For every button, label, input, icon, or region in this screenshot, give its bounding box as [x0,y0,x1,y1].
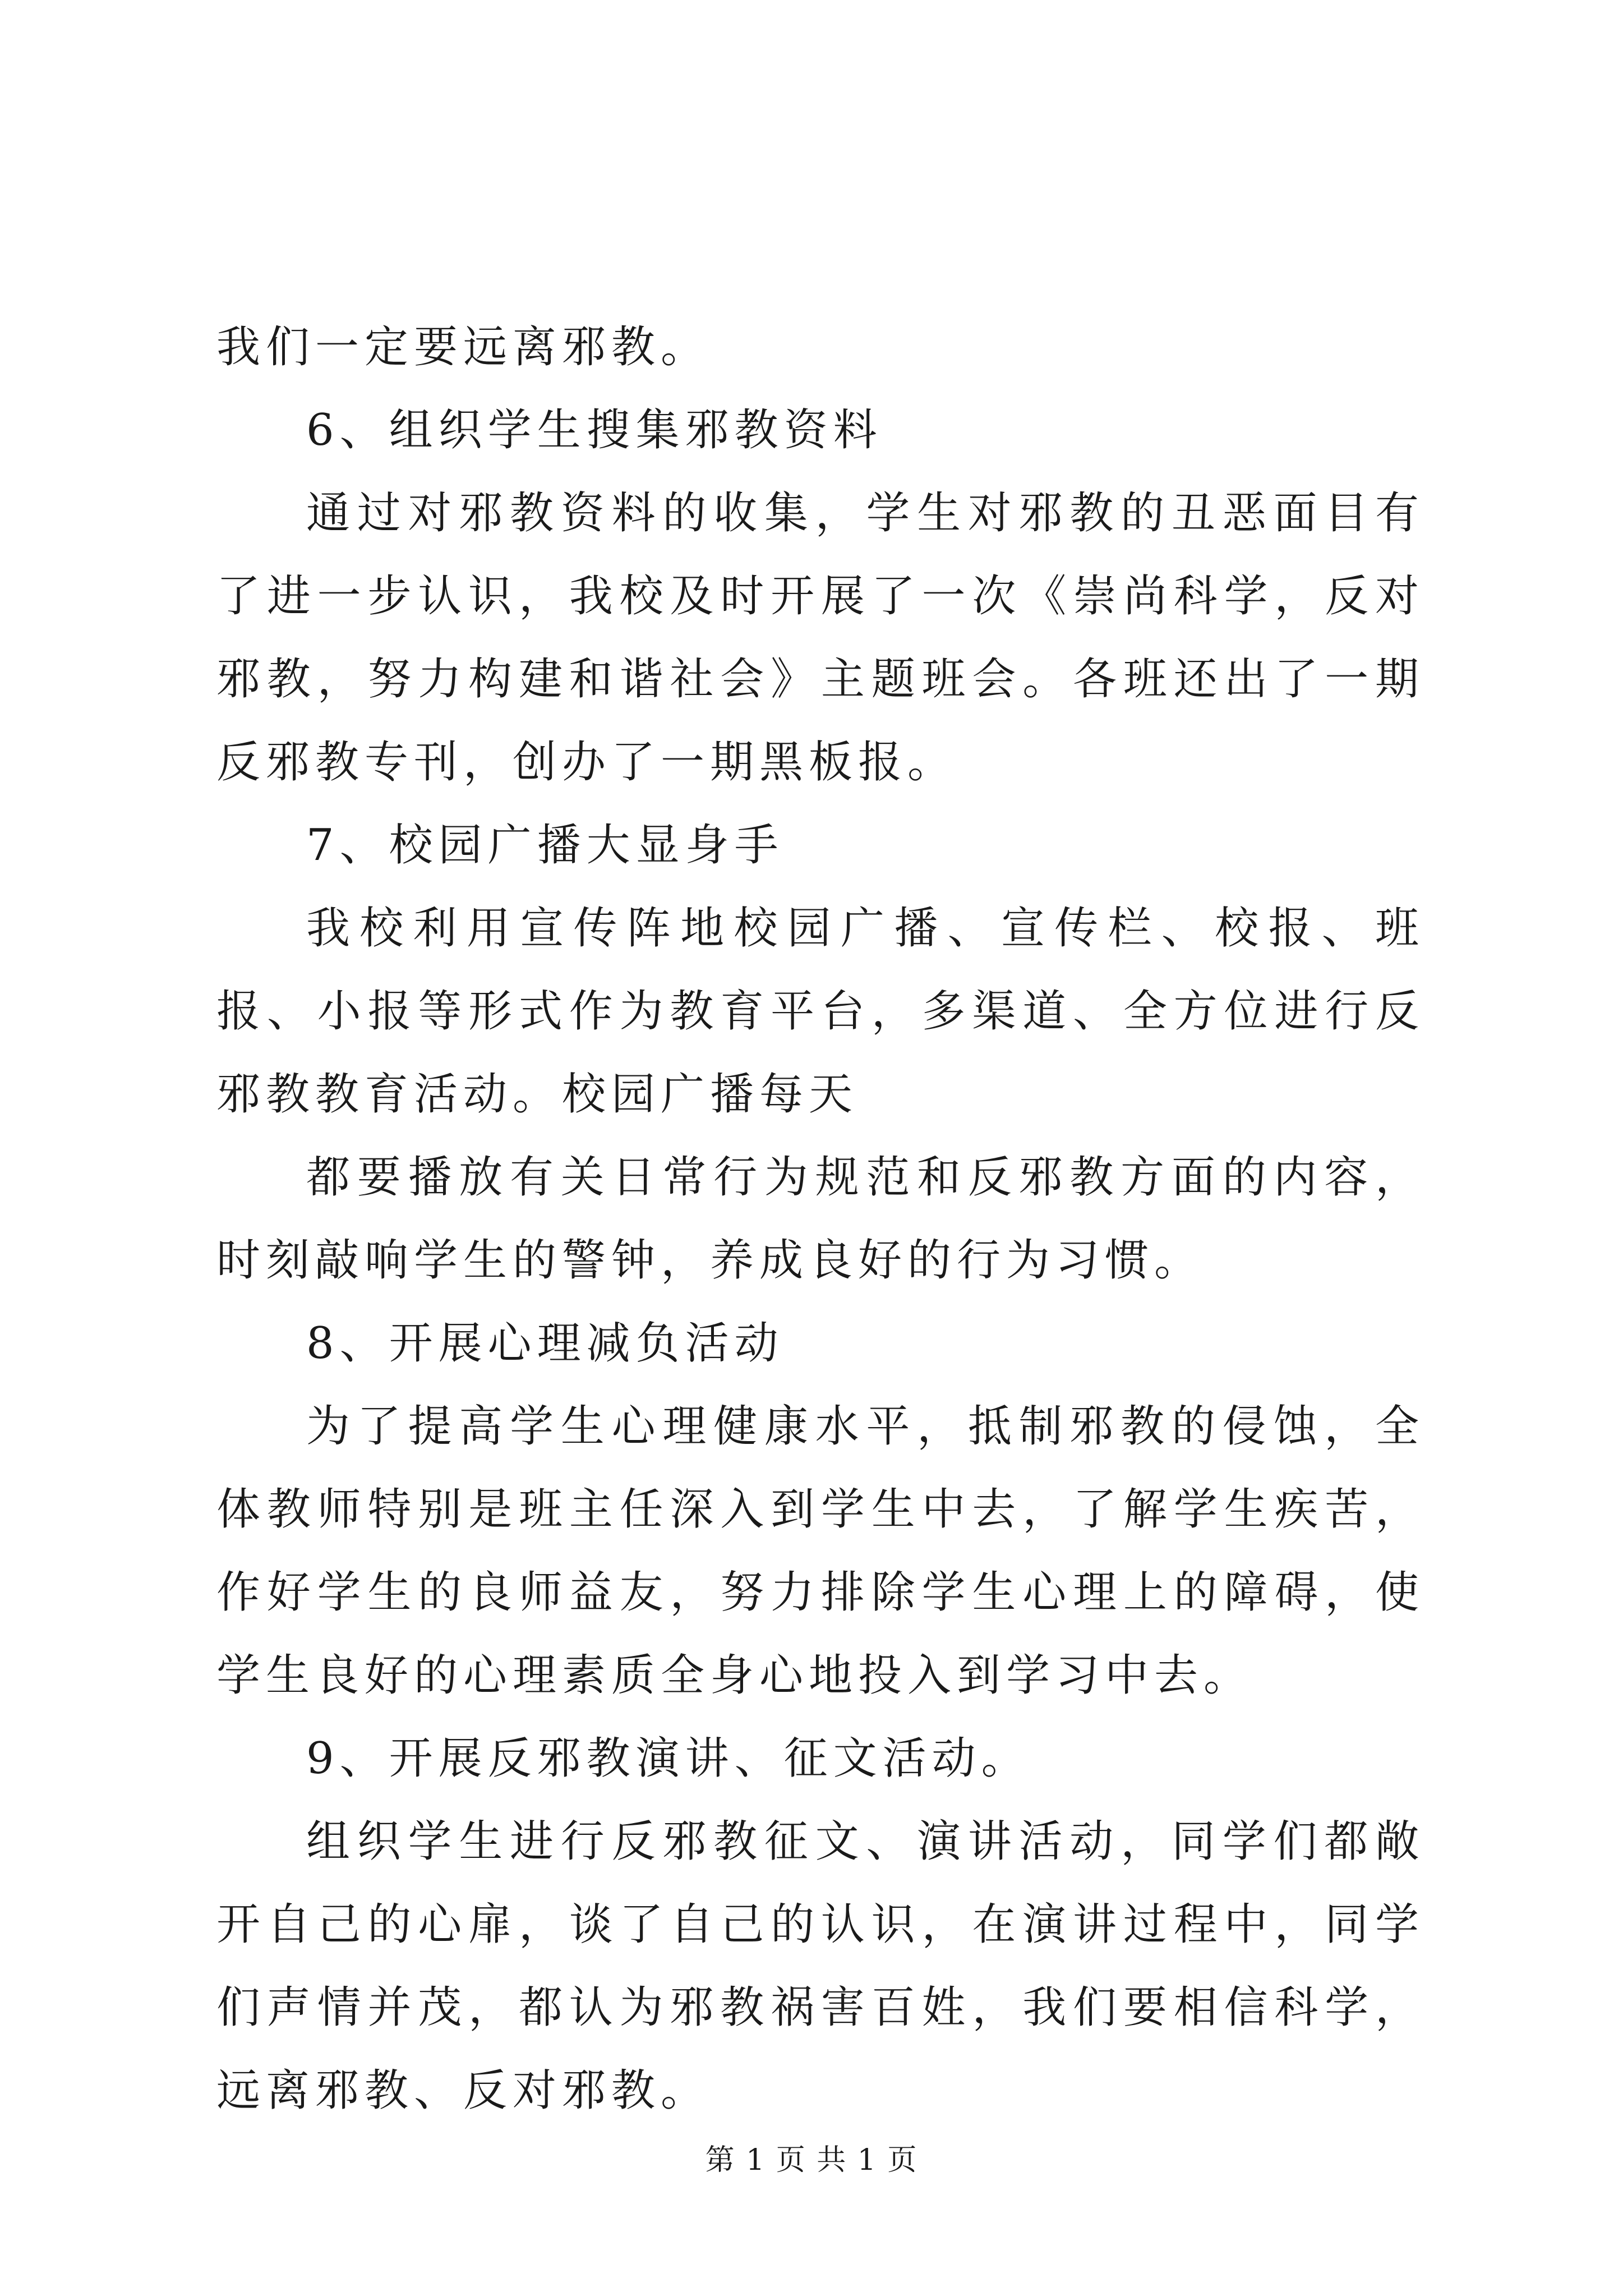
paragraph-6: 组织学生进行反邪教征文、演讲活动，同学们都敞开自己的心扉，谈了自己的认识，在演讲过程中，同学们声情并茂，都认为邪教祸害百姓，我们要相信科学，远离邪教、反对邪教。 [216,1816,1424,2116]
document-body [216,306,1424,2132]
paragraph-4: 都要播放有关日常行为规范和反邪教方面的内容，时刻敲响学生的警钟，养成良好的行为习惯。 [216,1152,1424,1286]
paragraph-2: 通过对邪教资料的收集，学生对邪教的丑恶面目有了进一步认识，我校及时开展了一次《崇尚科学，反对邪教，努力构建和谐社会》主题班会。各班还出了一期反邪教专刊，创办了一期黑板报。 [216,488,1424,788]
paragraph-1: 我们一定要远离邪教。 [216,322,711,372]
paragraph-3: 我校利用宣传阵地校园广播、宣传栏、校报、班报、小报等形式作为教育平台，多渠道、全方位进行反邪教教育活动。校园广播每天 [216,903,1424,1120]
page-footer: 第 1 页 共 1 页 [705,2143,918,2177]
heading-8: 8、开展心理减负活动 [306,1318,784,1369]
heading-6: 6、组织学生搜集邪教资料 [306,405,883,455]
paragraph-5: 为了提高学生心理健康水平，抵制邪教的侵蚀，全体教师特别是班主任深入到学生中去，了解学生疾苦，作好学生的良师益友，努力排除学生心理上的障碍，使学生良好的心理素质全身心地投入到学习中去。 [216,1401,1424,1701]
heading-7: 7、校园广播大显身手 [306,820,784,871]
heading-9: 9、开展反邪教演讲、征文活动。 [306,1733,1031,1784]
